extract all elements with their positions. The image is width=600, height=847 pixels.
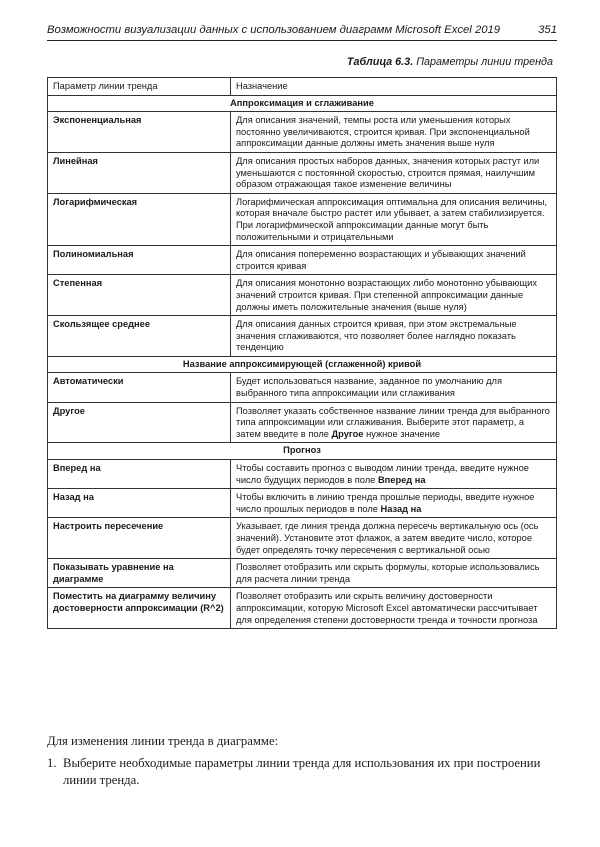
column-header-purpose: Назначение	[231, 78, 557, 96]
table-row	[48, 246, 557, 275]
purpose-cell	[231, 588, 557, 629]
purpose-text: Чтобы включить в линию тренда прошлые периоды, введите нужное число прошлых периодов в поле	[236, 492, 535, 514]
table-row	[48, 112, 557, 153]
table-row	[48, 518, 557, 559]
purpose-text: Указывает, где линия тренда должна пересечь вертикальную ось (ось значений). Установите этот флажок, а затем введите число, которое будет определять точку пересечения с вертикальной осью	[236, 521, 539, 555]
table-caption	[347, 56, 553, 68]
list-item-text: Выберите необходимые параметры линии тренда для использования их при построении линии тренда.	[63, 756, 541, 787]
purpose-text: Для описания монотонно возрастающих либо монотонно убывающих значений строится кривая. При степенной аппроксимации данные должны иметь положительные значения (выше нуля)	[236, 278, 537, 312]
header-title: Возможности визуализации данных с использованием диаграмм Microsoft Excel 2019	[47, 24, 501, 36]
table-row	[48, 402, 557, 443]
page-number: 351	[538, 24, 557, 36]
parameter-cell: Вперед на	[48, 460, 231, 489]
parameter-cell: Другое	[48, 402, 231, 443]
running-header	[47, 24, 557, 41]
purpose-text: Позволяет указать собственное название линии тренда для выбранного типа аппроксимации или сглаживания. Выберите этот параметр, а затем введите в поле	[236, 405, 550, 439]
table-section-row	[48, 356, 557, 373]
purpose-bold-text: Назад на	[380, 503, 422, 514]
steps-list	[47, 755, 557, 789]
list-item-number: 1.	[47, 756, 57, 770]
purpose-cell	[231, 460, 557, 489]
section-title: Аппроксимация и сглаживание	[48, 95, 557, 112]
purpose-bold-text: Вперед на	[377, 474, 426, 485]
table-header-row	[48, 78, 557, 96]
parameter-cell: Настроить пересечение	[48, 518, 231, 559]
purpose-text: Позволяет отобразить или скрыть формулы, которые использовались для расчета линии тренда	[236, 562, 540, 584]
parameter-cell: Скользящее среднее	[48, 316, 231, 357]
purpose-cell	[231, 112, 557, 153]
table-caption-label: Таблица 6.3.	[346, 56, 414, 68]
purpose-cell	[231, 559, 557, 588]
parameter-cell: Показывать уравнение на диаграмме	[48, 559, 231, 588]
purpose-text: Для описания значений, темпы роста или уменьшения которых постоянно увеличиваются, строится кривая. При экспоненциальной аппроксимации данные должны иметь значения выше нуля	[236, 115, 530, 149]
table-row	[48, 460, 557, 489]
trendline-parameters-table	[47, 77, 557, 629]
purpose-text: Логарифмическая аппроксимация оптимальна для описания величины, которая вначале быстро растет или убывает, а затем стабилизируется. При логарифмической аппроксимации данные могут быть положительными и отрицательными	[236, 196, 547, 242]
table-row	[48, 275, 557, 316]
body-intro: Для изменения линии тренда в диаграмме:	[47, 734, 279, 748]
purpose-bold-text: Другое	[331, 428, 364, 439]
purpose-text: Чтобы составить прогноз с выводом линии тренда, введите нужное число будущих периодов в поле	[236, 463, 529, 485]
purpose-text: Для описания данных строится кривая, при этом экстремальные значения сглаживаются, что позволяет более наглядно показать тенденцию	[236, 319, 517, 353]
purpose-cell	[231, 275, 557, 316]
purpose-text: Позволяет отобразить или скрыть величину достоверности аппроксимации, которую Microsoft Excel автоматически рассчитывает для определения степени достоверности тренда и точности прогноза	[236, 591, 538, 625]
parameter-cell: Автоматически	[48, 373, 231, 402]
column-header-parameter: Параметр линии тренда	[48, 78, 231, 96]
parameter-cell: Логарифмическая	[48, 193, 231, 245]
table-row	[48, 588, 557, 629]
table-caption-text: Параметры линии тренда	[416, 56, 553, 68]
parameter-cell: Линейная	[48, 152, 231, 193]
purpose-cell	[231, 246, 557, 275]
list-item	[47, 755, 557, 789]
table-row	[48, 373, 557, 402]
table-section-row	[48, 443, 557, 460]
table-row	[48, 316, 557, 357]
purpose-text: Будет использоваться название, заданное по умолчанию для выбранного типа аппроксимации или сглаживания	[236, 376, 503, 399]
table-row	[48, 489, 557, 518]
purpose-text-after: нужное значение	[366, 428, 441, 439]
table-row	[48, 193, 557, 245]
purpose-cell	[231, 193, 557, 245]
table-row	[48, 559, 557, 588]
purpose-cell	[231, 489, 557, 518]
purpose-cell	[231, 316, 557, 357]
parameter-cell: Полиномиальная	[48, 246, 231, 275]
purpose-cell	[231, 373, 557, 402]
purpose-text: Для описания простых наборов данных, значения которых растут или уменьшаются с постоянной скоростью, строится прямая, наилучшим образом отражающая такое изменение величины	[236, 155, 540, 190]
section-title: Прогноз	[48, 443, 557, 460]
purpose-cell	[231, 402, 557, 443]
purpose-cell	[231, 152, 557, 193]
purpose-text: Для описания попеременно возрастающих и убывающих значений строится кривая	[236, 249, 526, 271]
purpose-cell	[231, 518, 557, 559]
parameter-cell: Экспоненциальная	[48, 112, 231, 153]
parameter-cell: Степенная	[48, 275, 231, 316]
table-section-row	[48, 95, 557, 112]
parameter-cell: Назад на	[48, 489, 231, 518]
parameter-cell: Поместить на диаграмму величину достоверности аппроксимации (R^2)	[48, 588, 231, 629]
section-title: Название аппроксимирующей (сглаженной) кривой	[48, 356, 557, 373]
table-row	[48, 152, 557, 193]
